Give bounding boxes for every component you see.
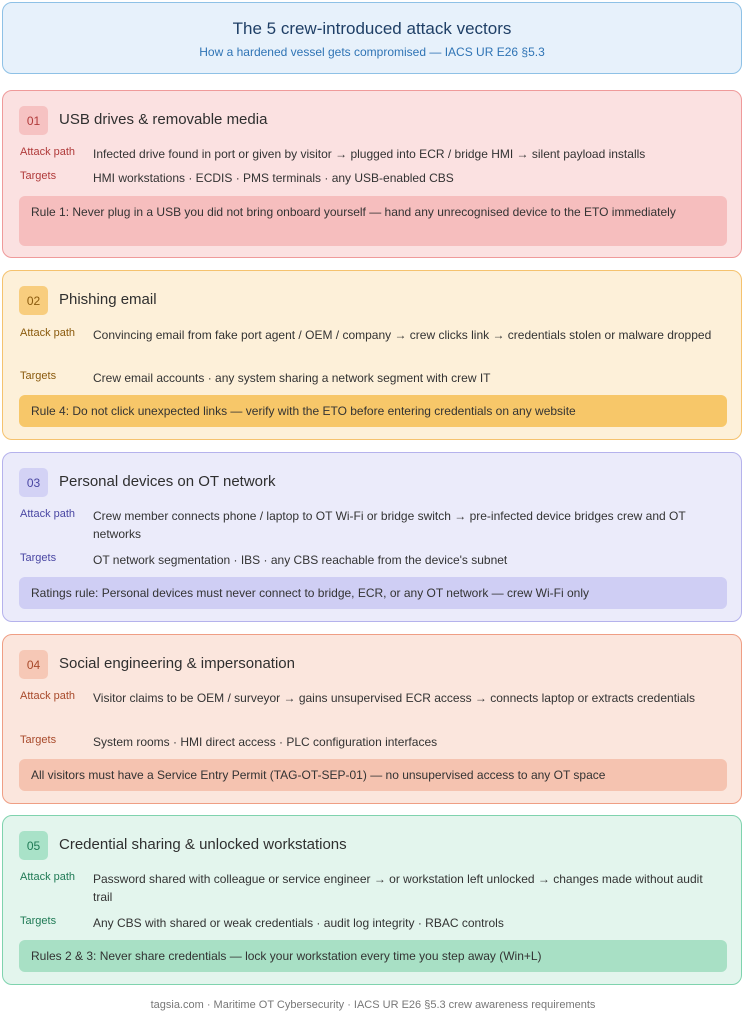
attack-path-text: Password shared with colleague or service engineer → or workstation left unlocked → changes made without audit trail <box>93 872 703 904</box>
page-title: The 5 crew-introduced attack vectors <box>232 19 512 38</box>
attack-path-label: Attack path <box>20 508 76 520</box>
attack-path-text: Crew member connects phone / laptop to OT Wi-Fi or bridge switch → pre-infected device bridges crew and OT networks <box>93 509 686 541</box>
targets-text: OT network segmentation · IBS · any CBS reachable from the device's subnet <box>93 553 508 567</box>
vector-number-badge: 03 <box>19 468 48 497</box>
vector-card-credential-sharing <box>2 815 742 985</box>
vector-title: Phishing email <box>59 291 157 308</box>
targets-text: System rooms · HMI direct access · PLC configuration interfaces <box>93 735 438 749</box>
targets-text: Crew email accounts · any system sharing a network segment with crew IT <box>93 371 491 385</box>
targets-label: Targets <box>20 915 57 927</box>
page-subtitle: How a hardened vessel gets compromised — IACS UR E26 §5.3 <box>199 45 545 59</box>
rule-box: Rule 4: Do not click unexpected links — verify with the ETO before entering credentials on any website <box>19 395 727 427</box>
vector-title: Credential sharing & unlocked workstations <box>59 836 347 853</box>
vector-number-badge: 04 <box>19 650 48 679</box>
targets-label: Targets <box>20 734 57 746</box>
vector-number-badge: 05 <box>19 831 48 860</box>
vector-title: USB drives & removable media <box>59 111 268 128</box>
vector-card-personal-devices <box>2 452 742 622</box>
rule-box: Rule 1: Never plug in a USB you did not bring onboard yourself — hand any unrecognised device to the ETO immediately <box>19 196 727 246</box>
targets-text: HMI workstations · ECDIS · PMS terminals · any USB-enabled CBS <box>93 171 454 185</box>
vector-number-badge: 02 <box>19 286 48 315</box>
attack-path-label: Attack path <box>20 327 76 339</box>
rule-box: Ratings rule: Personal devices must never connect to bridge, ECR, or any OT network — crew Wi-Fi only <box>19 577 727 609</box>
vector-number-badge: 01 <box>19 106 48 135</box>
attack-path-text: Convincing email from fake port agent / OEM / company → crew clicks link → credentials stolen or malware dropped <box>93 328 712 342</box>
vector-title: Social engineering & impersonation <box>59 655 295 672</box>
rule-box: Rules 2 & 3: Never share credentials — lock your workstation every time you step away (Win+L) <box>19 940 727 972</box>
targets-label: Targets <box>20 370 57 382</box>
attack-path-label: Attack path <box>20 871 76 883</box>
vector-title: Personal devices on OT network <box>59 473 276 490</box>
vector-card-social-engineering <box>2 634 742 804</box>
rule-box: All visitors must have a Service Entry Permit (TAG-OT-SEP-01) — no unsupervised access to any OT space <box>19 759 727 791</box>
vector-card-usb <box>2 90 742 258</box>
attack-path-label: Attack path <box>20 690 76 702</box>
attack-path-text: Infected drive found in port or given by visitor → plugged into ECR / bridge HMI → silent payload installs <box>93 147 646 161</box>
footer-text: tagsia.com · Maritime OT Cybersecurity · IACS UR E26 §5.3 crew awareness requirements <box>150 999 596 1011</box>
attack-path-label: Attack path <box>20 146 76 158</box>
targets-label: Targets <box>20 552 57 564</box>
targets-text: Any CBS with shared or weak credentials · audit log integrity · RBAC controls <box>93 916 504 930</box>
header-panel <box>2 2 742 74</box>
attack-path-text: Visitor claims to be OEM / surveyor → gains unsupervised ECR access → connects laptop or extracts credentials <box>93 691 696 705</box>
targets-label: Targets <box>20 170 57 182</box>
vector-card-phishing <box>2 270 742 440</box>
